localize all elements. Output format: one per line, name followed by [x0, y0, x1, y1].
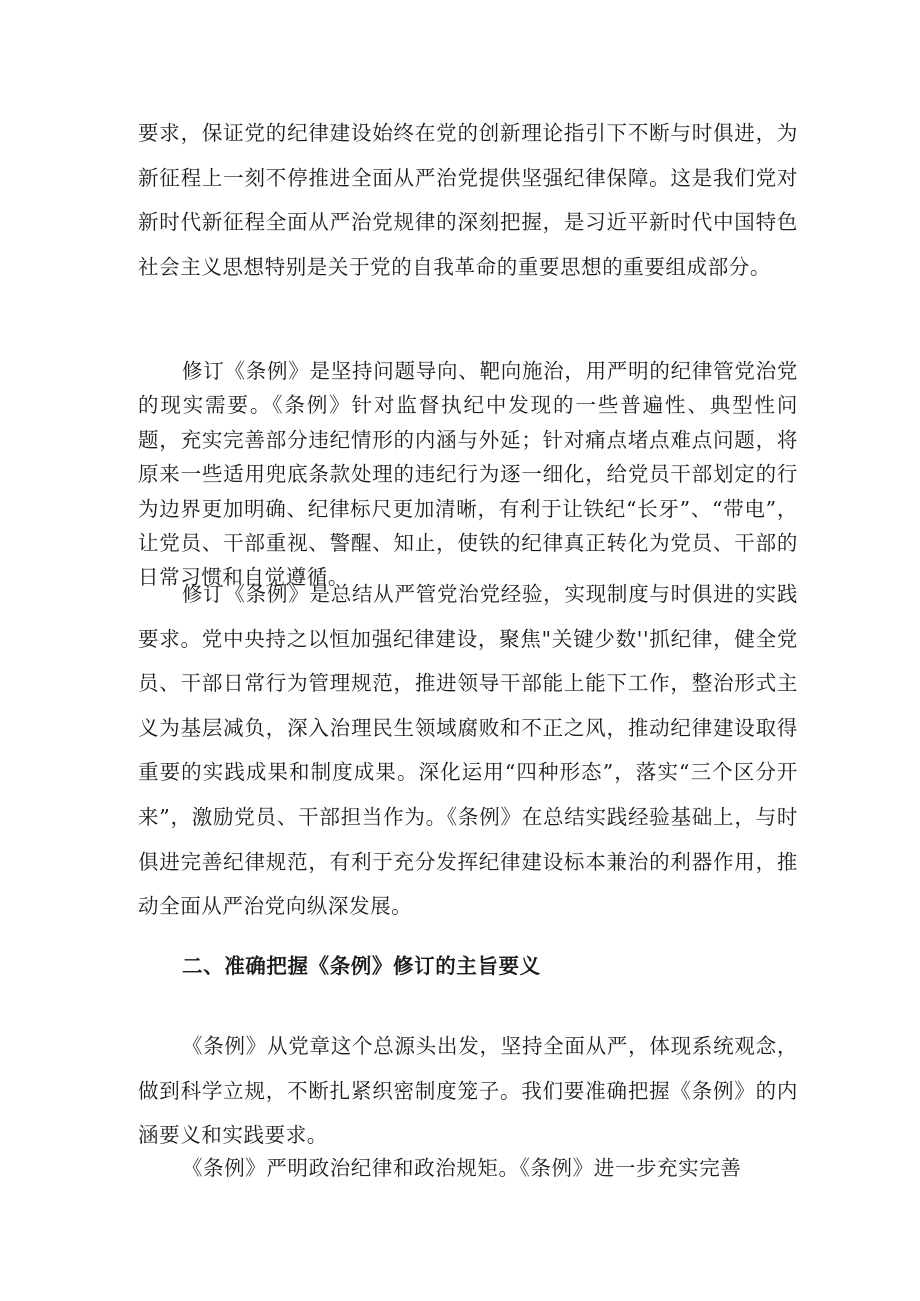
- paragraph-political-discipline: 《条例》严明政治纪律和政治规矩。《条例》进一步充实完善: [182, 1156, 742, 1180]
- paragraph-continuation: 要求，保证党的纪律建设始终在党的创新理论指引下不断与时俱进，为新征程上一刻不停推进全面从严治党提供坚强纪律保障。这是我们党对新时代新征程全面从严治党规律的深刻把握，是习近平新时代中国特色社会主义思想特别是关于党的自我革命的重要思想的重要组成部分。: [138, 121, 798, 279]
- section-heading: 二、准确把握《条例》修订的主旨要义: [182, 954, 541, 978]
- paragraph-revision-experience: 修订《条例》是总结从严管党治党经验，实现制度与时俱进的实践要求。党中央持之以恒加强纪律建设，聚焦"关键少数''抓纪律，健全党员、干部日常行为管理规范，推进领导干部能上能下工作，整治形式主义为基层减负，深入治理民生领域腐败和不正之风，推动纪律建设取得重要的实践成果和制度成果。深化运用“四种形态”，落实“三个区分开来”，激励党员、干部担当作为。《条例》在总结实践经验基础上，与时俱进完善纪律规范，有利于充分发挥纪律建设标本兼治的利器作用，推动全面从严治党向纵深发展。: [138, 582, 798, 919]
- paragraph-revision-problem-oriented: 修订《条例》是坚持问题导向、靶向施治，用严明的纪律管党治党的现实需要。《条例》针对监督执纪中发现的一些普遍性、典型性问题，充实完善部分违纪情形的内涵与外延；针对痛点堵点难点问题，将原来一些适用兜底条款处理的违纪行为逐一细化，给党员干部划定的行为边界更加明确、纪律标尺更加清晰，有利于让铁纪“长牙”、“带电”，让党员、干部重视、警醒、知止，使铁的纪律真正转化为党员、干部的日常习惯和自觉遵循。: [138, 359, 798, 590]
- paragraph-regulation-overview: 《条例》从党章这个总源头出发，坚持全面从严，体现系统观念，做到科学立规，不断扎紧织密制度笼子。我们要准确把握《条例》的内涵要义和实践要求。: [138, 1034, 798, 1148]
